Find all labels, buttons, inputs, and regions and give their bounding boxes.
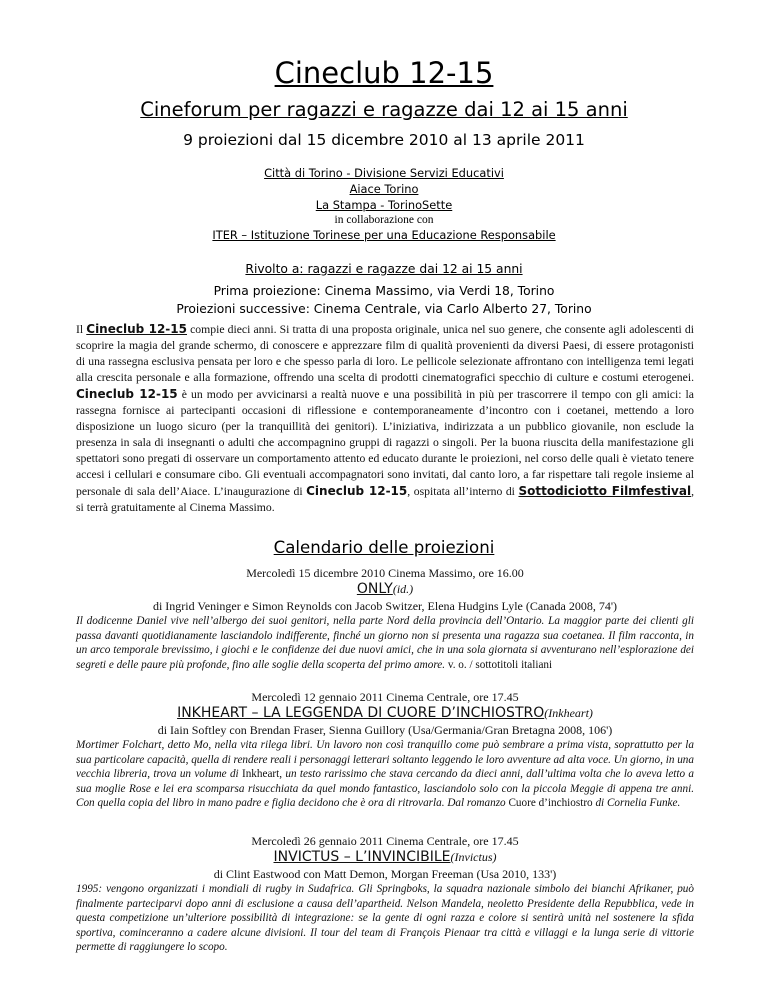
main-title: Cineclub 12-15 xyxy=(274,56,494,90)
synopsis-text: Mortimer Folchart, detto Mo, nella vita rilega libri. Un lavoro non così tranquillo come può sembrare a prima vista, soprattutto per la sua particolare capacità, quella di rendere reali i personaggi letterari soltanto leggendo le loro avventure ad alta voce. Un giorno, in una vecchia libreria, trova un volume di xyxy=(76,739,694,781)
screening-event xyxy=(76,566,694,672)
event-title xyxy=(76,705,694,722)
organizer-city: Città di Torino - Divisione Servizi Educativi xyxy=(264,166,504,180)
synopsis-text: Il dodicenne Daniel vive nell’albergo dei suoi genitori, nella parte Nord della provincia dell’Ontario. La maggior parte dei clienti gli passa davanti quotidianamente lasciandolo indifferente, finché un giorno non si presenta una ragazza sua coetanea. Il film racconta, in un arco temporale brevissimo, i giochi e le confidenze dei due nuovi amici, che in una sola giornata si avventurano nell’esplorazione dei segreti e delle paure più profonde, fino alle soglie della scoperta del primo amore. xyxy=(76,615,694,671)
screening-event xyxy=(76,690,694,811)
event-date: Mercoledì 12 gennaio 2011 Cinema Centrale, ore 17.45 xyxy=(251,690,519,704)
intro-text-5: , si terrà gratuitamente al Cinema Massimo. xyxy=(76,485,694,514)
date-range: 9 proiezioni dal 15 dicembre 2010 al 13 aprile 2011 xyxy=(183,131,585,149)
intro-paragraph xyxy=(76,321,694,516)
film-title: INVICTUS – L’INVINCIBILE xyxy=(273,849,451,865)
audience-line: Rivolto a: ragazzi e ragazze dai 12 ai 15 anni xyxy=(245,262,523,276)
intro-text-1: Il xyxy=(76,323,87,336)
intro-text-4: , ospitata all’interno di xyxy=(407,485,519,498)
venues xyxy=(0,282,768,318)
original-title: (id.) xyxy=(392,582,414,596)
event-credits: di Ingrid Veninger e Simon Reynolds con Jacob Switzer, Elena Hudgins Lyle (Canada 2008, 74') xyxy=(152,599,618,613)
organizers xyxy=(0,165,768,243)
original-title: (Inkheart) xyxy=(544,706,593,720)
festival-name: Sottodiciotto Filmfestival xyxy=(518,484,692,498)
organizer-lastampa: La Stampa - TorinoSette xyxy=(315,198,453,212)
brand-name: Cineclub 12-15 xyxy=(86,322,187,336)
book-title: Inkheart xyxy=(241,768,280,781)
original-title: (Invictus) xyxy=(450,850,497,864)
synopsis-text: , un testo rarissimo che stava cercando da dieci anni, dall’ultima volta che lo aveva letto a sua moglie Rose e lei era scomparsa risucchiata da quel mondo fantastico, lasciandolo solo con la piccola Meggie di appena tre anni. Con quella copia del libro in mano padre e figlia decidono che è ora di ritrovarla. Dal romanzo xyxy=(76,768,695,810)
calendar-title: Calendario delle proiezioni xyxy=(273,538,495,557)
brand-name: Cineclub 12-15 xyxy=(306,484,408,498)
organizer-iter: ITER – Istituzione Torinese per una Educazione Responsabile xyxy=(212,228,556,242)
subtitle: Cineforum per ragazzi e ragazze dai 12 ai 15 anni xyxy=(140,98,628,121)
event-title xyxy=(76,581,694,598)
intro-text-2: compie dieci anni. Si tratta di una proposta originale, unica nel suo genere, che consente agli adolescenti di scoprire la magia del grande schermo, di conoscere e apprezzare film di qualità provenienti da diversi Paesi, di essere protagonisti di una rassegna esclusiva pensata per loro e che spesso parla di loro. Le pellicole selezionate affrontano con intelligenza temi legati alla crescita personale e alla formazione, offrendo una scelta di prodotti cinematografici specchio di culture e costumi eterogenei. xyxy=(76,323,694,384)
organizer-aiace: Aiace Torino xyxy=(349,182,419,196)
language-note: v. o. / sottotitoli italiani xyxy=(445,658,553,671)
event-synopsis xyxy=(76,738,694,811)
venue-next: Proiezioni successive: Cinema Centrale, via Carlo Alberto 27, Torino xyxy=(176,302,592,316)
intro-text-3: è un modo per avvicinarsi a realtà nuove e una possibilità in più per trascorrere il tempo con gli amici: la rassegna fornisce ai partecipanti occasioni di riflessione e contemporaneamente d’incontro con i coetanei, mettendo a loro disposizione un luogo sicuro (per la tranquillità dei genitori). L’iniziativa, indirizzata a un pubblico giovanile, non esclude la presenza in sala di insegnanti o adulti che accompagnino gruppi di ragazzi o singoli. Per la buona riuscita della manifestazione gli spettatori sono pregati di osservare un comportamento attento ed educato durante le proiezioni, nel corso delle quali è vietato tenere accesi i cellulari e consumare cibo. Gli eventuali accompagnatori sono invitati, dal canto loro, a far rispettare tali regole insieme al personale di sala dell’Aiace. L’inaugurazione di xyxy=(76,388,694,498)
brand-name: Cineclub 12-15 xyxy=(76,387,178,401)
event-synopsis: 1995: vengono organizzati i mondiali di rugby in Sudafrica. Gli Springboks, la squadra nazionale simbolo dei bianchi Afrikaner, può finalmente parteciparvi dopo anni di esclusione a causa dell’apartheid. Nelson Mandela, neoletto Presidente della Repubblica, vede in questa competizione un’ulteriore possibilità di integrazione: se la gente di ogni razza e colore si sentirà unità nel sostenere la sfida sportiva, cominceranno a cadere alcune divisioni. Il tour del team di François Pienaar tra città e villaggi e la lunga serie di vittorie permette di raggiungere lo scopo. xyxy=(76,883,694,954)
book-title: Cuore d’inchiostro xyxy=(508,797,593,810)
venue-first: Prima proiezione: Cinema Massimo, via Verdi 18, Torino xyxy=(213,284,555,298)
screening-event xyxy=(76,834,694,955)
film-title: INKHEART – LA LEGGENDA DI CUORE D’INCHIOSTRO xyxy=(177,705,545,721)
collaboration-label: in collaborazione con xyxy=(334,214,434,226)
event-title xyxy=(76,849,694,866)
event-credits: di Clint Eastwood con Matt Demon, Morgan Freeman (Usa 2010, 133') xyxy=(213,867,557,881)
event-synopsis xyxy=(76,614,694,672)
film-title: ONLY xyxy=(356,581,393,597)
event-credits: di Iain Softley con Brendan Fraser, Sienna Guillory (Usa/Germania/Gran Bretagna 2008, 106') xyxy=(157,723,613,737)
event-date: Mercoledì 15 dicembre 2010 Cinema Massimo, ore 16.00 xyxy=(246,566,524,580)
synopsis-text: di Cornelia Funke. xyxy=(592,797,681,810)
event-date: Mercoledì 26 gennaio 2011 Cinema Centrale, ore 17.45 xyxy=(251,834,519,848)
